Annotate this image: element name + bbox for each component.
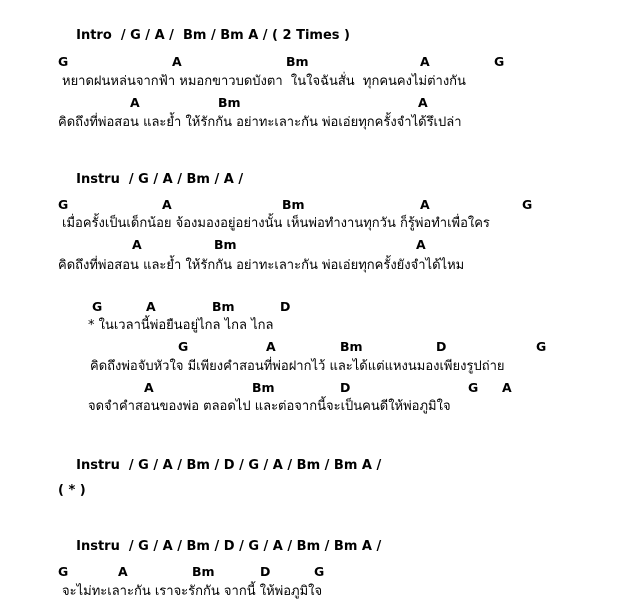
chord: D (280, 299, 291, 314)
chord: G (314, 564, 325, 579)
chord: G (536, 339, 547, 354)
chord: A (266, 339, 276, 354)
chord: D (260, 564, 271, 579)
chord: G (468, 380, 479, 395)
chord: D (340, 380, 351, 395)
chord: D (436, 339, 447, 354)
lyric-line: * ในเวลานี้พ่อยืนอยู่ไกล ไกล ไกล (88, 318, 274, 333)
lyric-line: คิดถึงที่พ่อสอน และย้ำ ให้รักกัน อย่าทะเลาะกัน พ่อเอ่ยทุกครั้งจำได้รึเปล่า (58, 115, 462, 130)
chord: G (178, 339, 189, 354)
intro-progression: / G / A / Bm / Bm A / ( 2 Times ) (120, 28, 350, 43)
lyric-line: หยาดฝนหล่นจากฟ้า หมอกขาวบดบังตา ในใจฉันสั่น ทุกคนคงไม่ต่างกัน (62, 74, 466, 89)
instru-progression: / G / A / Bm / D / G / A / Bm / Bm A / (128, 539, 382, 554)
chord: G (92, 299, 103, 314)
chord: G (58, 564, 69, 579)
lyric-line: คิดถึงที่พ่อสอน และย้ำ ให้รักกัน อย่าทะเลาะกัน พ่อเอ่ยทุกครั้งยังจำได้ไหม (58, 258, 465, 273)
chord: Bm (282, 197, 305, 212)
lyric-line: จดจำคำสอนของพ่อ ตลอดไป และต่อจากนี้จะเป็นคนดีให้พ่อภูมิใจ (88, 399, 451, 414)
chord: Bm (212, 299, 235, 314)
chord: A (502, 380, 512, 395)
instru-label: Instru (76, 539, 120, 554)
instru-line (58, 156, 243, 204)
chord: A (144, 380, 154, 395)
chord: A (420, 54, 430, 69)
chord: A (172, 54, 182, 69)
instru-line (58, 442, 381, 490)
chord: G (522, 197, 533, 212)
instru-progression: / G / A / Bm / A / (128, 172, 244, 187)
chord: A (132, 237, 142, 252)
instru-line (58, 523, 381, 571)
chord: Bm (252, 380, 275, 395)
repeat-marker: ( * ) (58, 483, 86, 498)
chord: A (146, 299, 156, 314)
chord: A (130, 95, 140, 110)
lyric-line: เมื่อครั้งเป็นเด็กน้อย จ้องมองอยู่อย่างนั้น เห็นพ่อทำงานทุกวัน ก็รู้พ่อทำเพื่อใคร (62, 216, 490, 231)
intro-line (58, 12, 350, 60)
instru-label: Instru (76, 172, 120, 187)
intro-label: Intro (76, 28, 112, 43)
chord: A (118, 564, 128, 579)
lyric-line: จะไม่ทะเลาะกัน เราจะรักกัน จากนี้ ให้พ่อภูมิใจ (62, 584, 323, 599)
chord: Bm (340, 339, 363, 354)
chord: A (420, 197, 430, 212)
chord: G (494, 54, 505, 69)
chord: Bm (286, 54, 309, 69)
instru-progression: / G / A / Bm / D / G / A / Bm / Bm A / (128, 458, 382, 473)
chord: Bm (218, 95, 241, 110)
chord: Bm (214, 237, 237, 252)
chord: G (58, 54, 69, 69)
chord: A (418, 95, 428, 110)
instru-label: Instru (76, 458, 120, 473)
chord: A (162, 197, 172, 212)
lyric-line: คิดถึงพ่อจับหัวใจ มีเพียงคำสอนที่พ่อฝากไว้ และได้แต่แหงนมองเพียงรูปถ่าย (90, 359, 505, 374)
chord: A (416, 237, 426, 252)
chord: G (58, 197, 69, 212)
chord: Bm (192, 564, 215, 579)
